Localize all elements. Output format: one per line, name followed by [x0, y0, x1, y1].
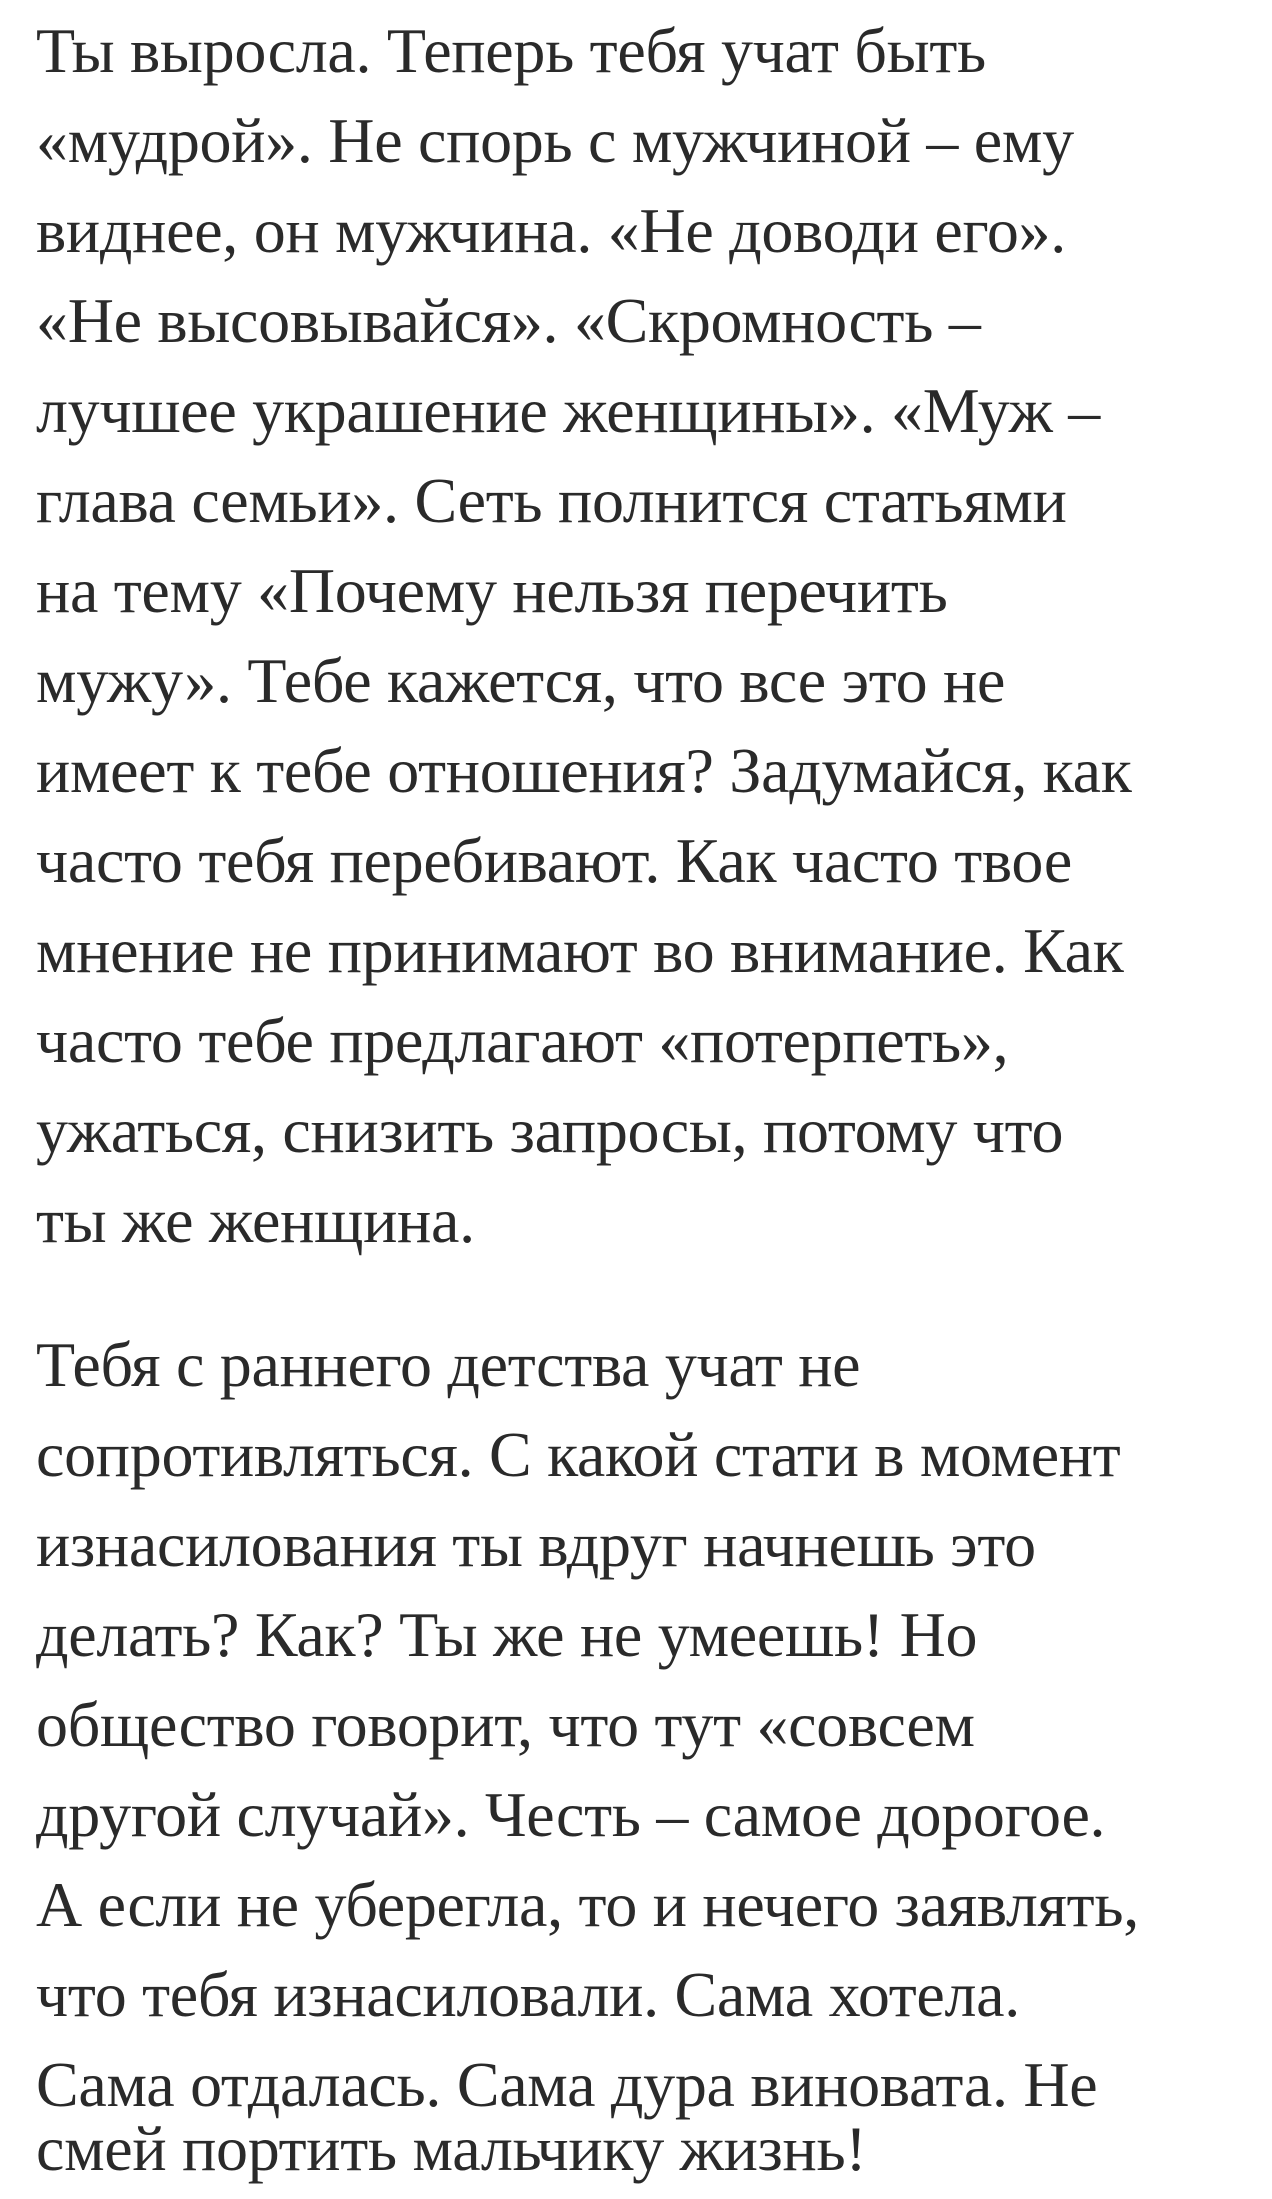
text-line: на тему «Почему нельзя перечить [36, 555, 948, 626]
text-line: «мудрой». Не спорь с мужчиной – ему [36, 105, 1074, 176]
text-line: Тебя с раннего детства учат не [36, 1329, 861, 1400]
text-line: мужу». Тебе кажется, что все это не [36, 645, 1006, 716]
text-line: имеет к тебе отношения? Задумайся, как [36, 735, 1132, 806]
text-line: изнасилования ты вдруг начнешь это [36, 1509, 1036, 1580]
text-line: ужаться, снизить запросы, потому что [36, 1095, 1064, 1166]
article-body [36, 0, 1246, 2199]
text-line: «Не высовывайся». «Скромность – [36, 285, 981, 356]
text-line: другой случай». Честь – самое дорогое. [36, 1779, 1106, 1850]
text-line: А если не уберегла, то и нечего заявлять, [36, 1869, 1139, 1940]
text-line: смей портить мальчику жизнь! [36, 2113, 867, 2184]
text-line: виднее, он мужчина. «Не доводи его». [36, 195, 1066, 266]
text-line: лучшее украшение женщины». «Муж – [36, 375, 1100, 446]
text-line: ты же женщина. [36, 1185, 475, 1256]
text-line: часто тебе предлагают «потерпеть», [36, 1005, 1009, 1076]
text-line: мнение не принимают во внимание. Как [36, 915, 1124, 986]
text-line: Сама отдалась. Сама дура виновата. Не [36, 2049, 1098, 2120]
text-line: делать? Как? Ты же не умеешь! Но [36, 1599, 978, 1670]
text-line: общество говорит, что тут «совсем [36, 1689, 975, 1760]
text-line: часто тебя перебивают. Как часто твое [36, 825, 1072, 896]
text-line: сопротивляться. С какой стати в момент [36, 1419, 1121, 1490]
text-line: что тебя изнасиловали. Сама хотела. [36, 1959, 1020, 2030]
text-line: глава семьи». Сеть полнится статьями [36, 465, 1067, 536]
text-line: Ты выросла. Теперь тебя учат быть [36, 15, 986, 86]
